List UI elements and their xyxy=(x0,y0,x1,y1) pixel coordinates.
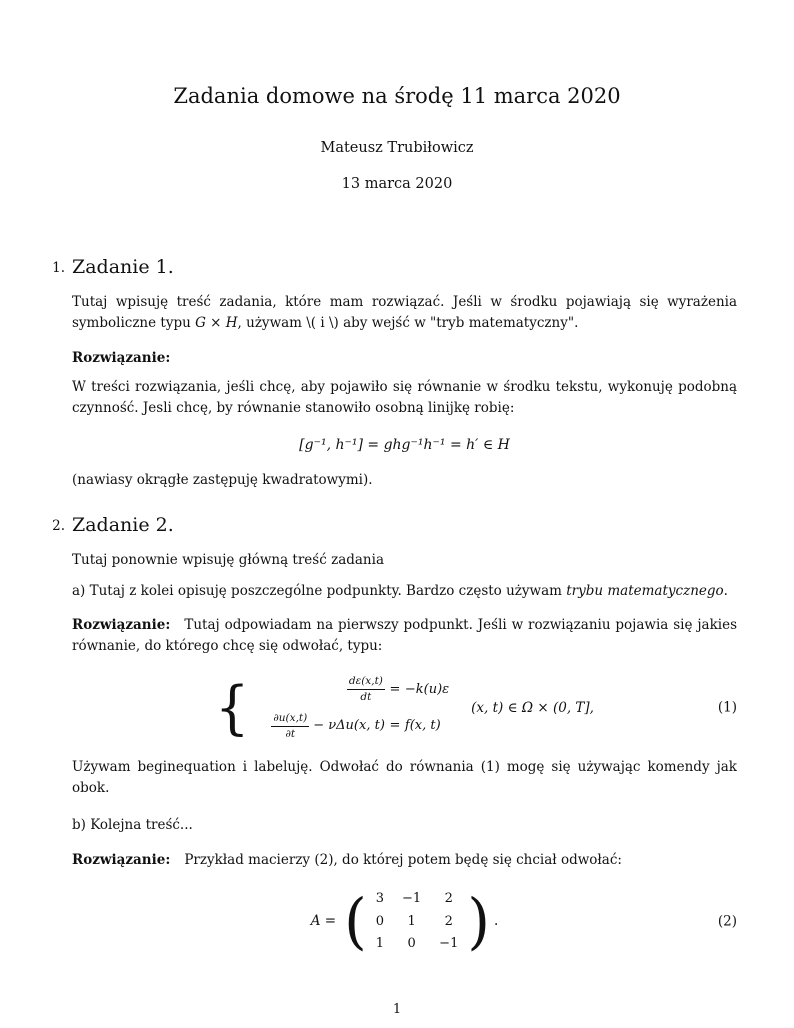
eq1-row1-rhs: −k(u)ε xyxy=(404,681,450,697)
section-1-task-paragraph xyxy=(72,292,737,334)
eq1-row1-equals: = xyxy=(389,681,401,697)
solution-b-paragraph xyxy=(72,850,737,871)
section-1-note-paragraph: (nawiasy okrągłe zastępuję kwadratowymi). xyxy=(72,472,373,489)
solution-a-label: Rozwiązanie: xyxy=(72,617,171,634)
item-number-2: 2. xyxy=(52,518,65,535)
task-text-pre: Tutaj wpisuję treść zadania, które mam rozwiązać. Jeśli w środku pojawiają się wyrażenia symboliczne typu xyxy=(72,293,737,331)
matrix-cell: 0 xyxy=(407,935,416,951)
matrix-open-paren: ( xyxy=(344,885,367,957)
solution-b-text: Przykład macierzy (2), do której potem będę się chciał odwołać: xyxy=(184,851,622,868)
section-2-intro-paragraph: Tutaj ponownie wpisuję główną treść zadania xyxy=(72,551,384,568)
equation-1-condition: (x, t) ∈ Ω × (0, T], xyxy=(471,699,594,716)
fraction-depsilon-dt: $\frac{d\varepsilon(x,t)}{dt}$ xyxy=(348,675,383,704)
matrix-cell: 2 xyxy=(444,913,453,929)
equation-system xyxy=(271,675,449,741)
solution-a-text: Tutaj odpowiadam na pierwszy podpunkt. Jeśli w rozwiązaniu pojawia się jakies równanie, do którego chcę się odwołać, typu: xyxy=(72,617,737,655)
subpoint-a-paragraph xyxy=(72,581,737,602)
solution-b-label: Rozwiązanie: xyxy=(72,851,171,868)
matrix-cell: 2 xyxy=(444,891,453,907)
eq1-row2-left xyxy=(271,712,385,741)
matrix-cell: 1 xyxy=(407,913,416,929)
eq1-row2-equals: = xyxy=(389,718,401,734)
author-name: Mateusz Trubiłowicz xyxy=(320,139,474,156)
display-equation-commutator xyxy=(72,435,737,457)
subpoint-b-paragraph: b) Kolejna treść... xyxy=(72,816,193,833)
section-1-solution-label-line xyxy=(72,348,737,369)
matrix-cell: 3 xyxy=(375,891,384,907)
solution-label: Rozwiązanie: xyxy=(72,349,171,366)
document-title: Zadania domowe na środę 11 marca 2020 xyxy=(173,84,621,108)
item-number-1: 1. xyxy=(52,260,65,277)
equation-1-number: (1) xyxy=(717,699,737,716)
matrix xyxy=(367,888,468,954)
equation-2-block xyxy=(72,885,737,957)
subpoint-a-pre: a) Tutaj z kolei opisuję poszczególne podpunkty. Bardzo często używam xyxy=(72,582,567,599)
inline-math-gxh: G × H xyxy=(195,314,238,331)
section-2-heading: Zadanie 2. xyxy=(72,514,174,537)
matrix-trailing-period: . xyxy=(493,913,499,930)
matrix-cell: −1 xyxy=(439,935,459,951)
italic-phrase: trybu matematycznego xyxy=(566,582,724,599)
equation-text: [g⁻¹, h⁻¹] = ghg⁻¹h⁻¹ = h′ ∈ H xyxy=(299,436,510,453)
equation-1-block xyxy=(72,675,737,741)
after-equation-1-paragraph: Używam beginequation i labeluję. Odwołać do równania (1) mogę się używając komendy jak obok. xyxy=(72,758,737,796)
section-1-item xyxy=(48,253,737,501)
matrix-lhs: A = xyxy=(310,913,337,930)
equation-2-number: (2) xyxy=(717,913,737,930)
matrix-cell: 0 xyxy=(375,913,384,929)
matrix-cell: 1 xyxy=(375,935,384,951)
section-1-solution-paragraph: W treści rozwiązania, jeśli chcę, aby pojawiło się równanie w środku tekstu, wykonuję podobną czynność. Jesli chcę, by równanie stanowiło osobną linijkę robię: xyxy=(72,378,737,416)
page-number: 1 xyxy=(392,1001,402,1017)
fraction-du-dt: $\frac{\partial u(x,t)}{\partial t}$ xyxy=(273,711,308,740)
eq1-row2-tail: − νΔu(x, t) xyxy=(313,718,385,734)
eq1-row1-left xyxy=(347,675,385,704)
matrix-close-paren: ) xyxy=(467,885,490,957)
section-2-item xyxy=(48,511,737,971)
left-brace: { xyxy=(215,673,250,742)
section-1-heading: Zadanie 1. xyxy=(72,256,174,279)
subpoint-a-post: . xyxy=(723,582,728,599)
eq1-row2-rhs: f(x, t) xyxy=(404,718,441,734)
solution-a-paragraph xyxy=(72,615,737,657)
document-date: 13 marca 2020 xyxy=(341,176,453,193)
matrix-cell: −1 xyxy=(402,891,422,907)
document-body xyxy=(0,195,794,970)
task-text-post: , używam \( i \) aby wejść w "tryb matematyczny". xyxy=(237,314,579,331)
